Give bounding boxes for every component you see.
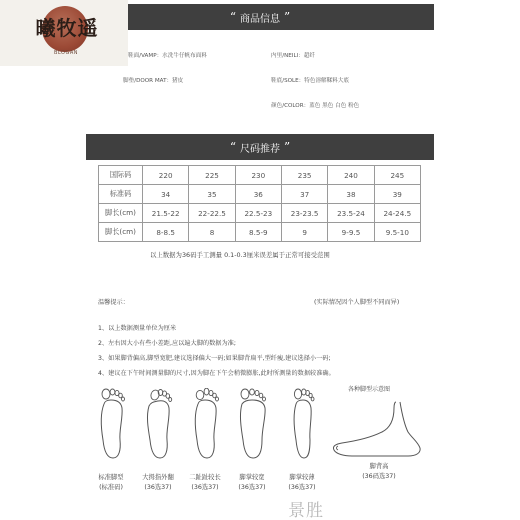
table-cell: 8 [189,223,235,242]
tips-heading: 温馨提示： [98,299,129,306]
table-cell: 39 [374,185,420,204]
foot-type-name: 脚掌较宽 [239,474,265,481]
table-row [99,204,421,223]
quote-open: “ [229,140,236,154]
table-cell: 9.5-10 [374,223,420,242]
table-cell: 8.5-9 [235,223,281,242]
row-label: 脚长(cm) [99,204,143,223]
table-cell: 220 [143,166,189,185]
foot-type-label [86,473,136,493]
foot-type-sub: (36码选37) [362,473,396,480]
foot-type-name: 二趾趾较长 [189,474,221,481]
table-cell: 225 [189,166,235,185]
info-vamp: 鞋面/VAMP：水洗牛仔帆布面料 [128,53,207,59]
row-label: 脚长(cm) [99,223,143,242]
table-cell: 235 [281,166,327,185]
product-info-header [86,4,434,30]
info-lining: 内里/NEILI：超纤 [271,53,315,59]
foot-type-label [227,473,277,493]
foot-type-sub: (标准码) [99,484,123,491]
size-recommend-title: 尺码推荐 [240,143,280,155]
table-cell: 240 [328,166,374,185]
product-info-title: 商品信息 [240,13,280,25]
quote-close: ” [284,140,291,154]
table-cell: 37 [281,185,327,204]
tip-item: 3、如果脚背偏高,脚型宽肥,建议选择偏大一码;如果脚背扁平,型纤瘦,建议选择小一码; [98,355,331,362]
tip-item: 2、左右因大小有些小差距,应以遍大脚的数据为准; [98,340,236,347]
logo-slogan: BLOGAN [53,50,78,56]
foot-type-label [277,473,327,493]
table-cell: 23-23.5 [281,204,327,223]
watermark: 景胜 [288,501,324,520]
foot-type-sub: (36选37) [191,484,219,491]
foot-long-second-toe-icon [190,388,220,460]
table-cell: 8-8.5 [143,223,189,242]
foot-type-label [349,462,409,482]
measure-note: 以上数据为36码手工测量 0.1-0.3厘米误差属于正常可接受范围 [150,251,330,259]
table-cell: 38 [328,185,374,204]
foot-wide-icon [237,388,267,460]
foot-types-diagram-title: 各种脚型示意图 [348,386,391,393]
info-color: 颜色/COLOR：蓝色 黑色 白色 粉色 [271,103,360,109]
table-cell: 36 [235,185,281,204]
quote-close: ” [284,10,291,24]
foot-type-sub: (36选37) [144,484,172,491]
foot-type-label [180,473,230,493]
table-cell: 9-9.5 [328,223,374,242]
table-cell: 34 [143,185,189,204]
table-row [99,166,421,185]
table-cell: 22.5-23 [235,204,281,223]
info-sole: 鞋底/SOLE：特色溶解鞣料大底 [271,78,350,84]
table-row [99,223,421,242]
brand-logo [0,0,128,66]
foot-type-name: 脚背高 [369,463,389,470]
tips-side-note: (实际情况因个人脚型不同而异) [314,299,400,306]
table-cell: 22-22.5 [189,204,235,223]
foot-type-name: 脚掌较薄 [289,474,315,481]
foot-type-sub: (36选37) [288,484,316,491]
foot-type-label [133,473,183,493]
size-table [98,165,421,242]
foot-type-sub: (36选37) [238,484,266,491]
foot-type-name: 标准脚型 [98,474,124,481]
row-label: 国际码 [99,166,143,185]
foot-standard-icon [96,388,126,460]
foot-bunion-icon [143,388,173,460]
foot-type-name: 大拇指外翻 [142,474,174,481]
row-label: 标准码 [99,185,143,204]
table-cell: 9 [281,223,327,242]
table-row [99,185,421,204]
table-cell: 35 [189,185,235,204]
table-cell: 230 [235,166,281,185]
table-cell: 23.5-24 [328,204,374,223]
tip-item: 1、以上数据测量单位为厘米 [98,325,177,332]
quote-open: “ [229,10,236,24]
foot-high-instep-icon [330,400,432,458]
table-cell: 21.5-22 [143,204,189,223]
table-cell: 245 [374,166,420,185]
size-recommend-header [86,134,434,160]
logo-text: 曦牧遥 [35,16,99,40]
tip-item: 4、建议在下午时间测量脚的尺寸,因为脚在下午会稍微膨胀,此时所测量的数据较准确。 [98,370,335,377]
table-cell: 24-24.5 [374,204,420,223]
info-insole: 脚垫/DOOR MAT：猪皮 [123,78,184,84]
foot-thin-icon [287,388,317,460]
